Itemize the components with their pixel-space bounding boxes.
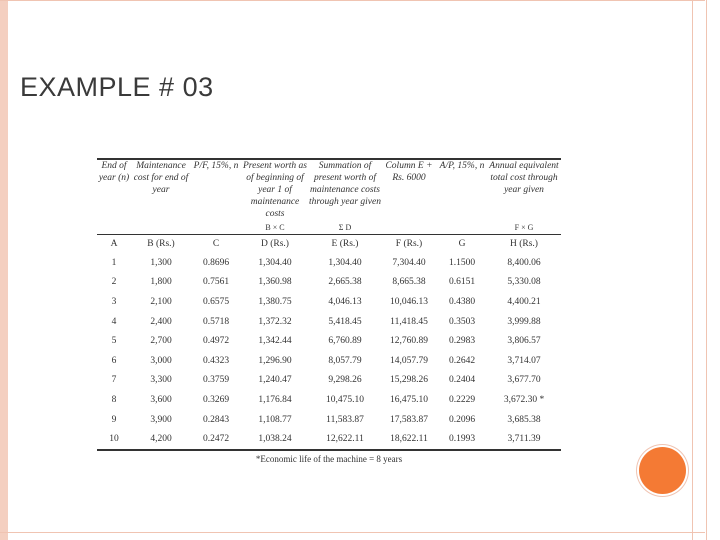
formula-cell: F × G (514, 222, 534, 232)
accent-circle (639, 447, 686, 494)
table-cell: 2,700 (150, 336, 172, 347)
table-row (97, 410, 561, 430)
slide-title: EXAMPLE # 03 (20, 72, 214, 102)
table-cell: 0.6575 (202, 296, 230, 307)
table-cell: 1,342.44 (258, 336, 292, 347)
header-cell: Maintenance cost for end of year (133, 161, 189, 195)
table-row (97, 331, 561, 351)
formula-cell (131, 220, 191, 235)
table-cell: 2,400 (150, 316, 172, 327)
table-cell: 1,176.84 (258, 394, 292, 405)
header-cell: Present worth as of beginning of year 1 of maintenance costs (242, 161, 308, 219)
table-cell: 7,304.40 (392, 257, 426, 268)
column-letter: D (Rs.) (261, 239, 289, 249)
table-cell: 3,806.57 (507, 336, 541, 347)
table-cell: 3,672.30 * (503, 394, 545, 405)
table-cell: 2,100 (150, 296, 172, 307)
table-cell: 8,057.79 (328, 355, 362, 366)
table-cell: 1,304.40 (328, 257, 362, 268)
table-cell: 0.3759 (202, 375, 230, 386)
table-cell: 2 (111, 277, 117, 288)
table-cell: 9,298.26 (328, 375, 362, 386)
formula-cell (191, 220, 241, 235)
table-cell: 0.2642 (448, 355, 476, 366)
table-cell: 1,240.47 (258, 375, 292, 386)
table-cell: 0.2472 (202, 434, 230, 445)
table-cell: 3,714.07 (507, 355, 541, 366)
table-cell: 0.5718 (202, 316, 230, 327)
table-cell: 1,296.90 (258, 355, 292, 366)
table-cell: 1,038.24 (258, 434, 292, 445)
table-cell: 10 (109, 434, 119, 445)
table-cell: 0.2843 (202, 414, 230, 425)
table-cell: 2,665.38 (328, 277, 362, 288)
table-cell: 12,760.89 (390, 336, 428, 347)
table-cell: 0.2983 (448, 336, 476, 347)
table-cell: 1 (111, 257, 117, 268)
column-letter-row (97, 235, 561, 253)
table-cell: 1,304.40 (258, 257, 292, 268)
table-cell: 1,372.32 (258, 316, 292, 327)
table-row (97, 390, 561, 410)
frame-left-strip (0, 0, 8, 540)
table-cell: 0.2096 (448, 414, 476, 425)
table-cell: 4,046.13 (328, 296, 362, 307)
table-cell: 3,000 (150, 355, 172, 366)
table-cell: 1,108.77 (258, 414, 292, 425)
frame-bottom-line (0, 532, 705, 533)
header-cell: Column E + Rs. 6000 (385, 161, 433, 183)
table-cell: 5,418.45 (328, 316, 362, 327)
table-cell: 6,760.89 (328, 336, 362, 347)
formula-cell: Σ D (338, 222, 352, 232)
table-cell: 3,600 (150, 394, 172, 405)
formula-cell: B × C (265, 222, 285, 232)
header-cell: Summation of present worth of maintenance costs through year given (309, 161, 381, 207)
table-cell: 3,711.39 (507, 434, 541, 445)
table-cell: 0.7561 (202, 277, 230, 288)
column-letter: B (Rs.) (147, 239, 175, 249)
frame-right-line-inner (706, 0, 707, 540)
header-row (97, 160, 561, 220)
table-cell: 1,800 (150, 277, 172, 288)
table-cell: 18,622.11 (390, 434, 428, 445)
table-cell: 1.1500 (448, 257, 476, 268)
table-body (97, 253, 561, 449)
column-letter: H (Rs.) (510, 239, 538, 249)
table-cell: 0.4323 (202, 355, 230, 366)
table-cell: 4,200 (150, 434, 172, 445)
formula-cell (97, 220, 131, 235)
column-letter: A (110, 239, 118, 249)
header-cell: Annual equivalent total cost through year given (489, 161, 559, 195)
table-cell: 10,046.13 (390, 296, 428, 307)
table-cell: 8 (111, 394, 117, 405)
column-letter: C (212, 239, 220, 249)
formula-row (97, 220, 561, 235)
table-cell: 0.4380 (448, 296, 476, 307)
table-cell: 0.2229 (448, 394, 476, 405)
table-cell: 14,057.79 (390, 355, 428, 366)
table-footnote: *Economic life of the machine = 8 years (255, 453, 403, 464)
table-cell: 1,300 (150, 257, 172, 268)
frame-top-line (0, 0, 705, 1)
table-cell: 5 (111, 336, 117, 347)
header-cell: End of year (n) (98, 161, 130, 183)
table-cell: 10,475.10 (326, 394, 364, 405)
column-letter: G (458, 239, 466, 249)
table-cell: 1,360.98 (258, 277, 292, 288)
table-cell: 1,380.75 (258, 296, 292, 307)
table-cell: 11,418.45 (390, 316, 428, 327)
frame-right-line-outer (692, 0, 693, 540)
table-row (97, 312, 561, 332)
table-row (97, 429, 561, 449)
table-row (97, 292, 561, 312)
table-cell: 15,298.26 (390, 375, 428, 386)
table-cell: 0.2404 (448, 375, 476, 386)
column-letter: F (Rs.) (395, 239, 423, 249)
table-container (97, 158, 561, 464)
table-row (97, 371, 561, 391)
table-cell: 12,622.11 (326, 434, 364, 445)
table-cell: 17,583.87 (390, 414, 428, 425)
formula-cell (437, 220, 487, 235)
table-cell: 3,900 (150, 414, 172, 425)
table-cell: 8,400.06 (507, 257, 541, 268)
table-row (97, 253, 561, 273)
table-cell: 11,583.87 (326, 414, 364, 425)
table-row (97, 273, 561, 293)
table-bottom-rule (97, 449, 561, 451)
table-cell: 3,685.38 (507, 414, 541, 425)
table-cell: 9 (111, 414, 117, 425)
table-cell: 3,999.88 (507, 316, 541, 327)
table-cell: 0.3269 (202, 394, 230, 405)
formula-cell (381, 220, 437, 235)
table-cell: 3,677.70 (507, 375, 541, 386)
maintenance-cost-table (97, 160, 561, 449)
table-cell: 5,330.08 (507, 277, 541, 288)
table-cell: 0.8696 (202, 257, 230, 268)
table-row (97, 351, 561, 371)
table-cell: 0.1993 (448, 434, 476, 445)
table-cell: 0.3503 (448, 316, 476, 327)
table-cell: 8,665.38 (392, 277, 426, 288)
header-cell: A/P, 15%, n (439, 161, 485, 171)
table-cell: 6 (111, 355, 117, 366)
table-cell: 0.6151 (448, 277, 476, 288)
table-cell: 4 (111, 316, 117, 327)
column-letter: E (Rs.) (331, 239, 359, 249)
table-cell: 3,300 (150, 375, 172, 386)
table-cell: 3 (111, 296, 117, 307)
table-cell: 16,475.10 (390, 394, 428, 405)
table-cell: 7 (111, 375, 117, 386)
header-cell: P/F, 15%, n (193, 161, 239, 171)
table-cell: 4,400.21 (507, 296, 541, 307)
table-cell: 0.4972 (202, 336, 230, 347)
